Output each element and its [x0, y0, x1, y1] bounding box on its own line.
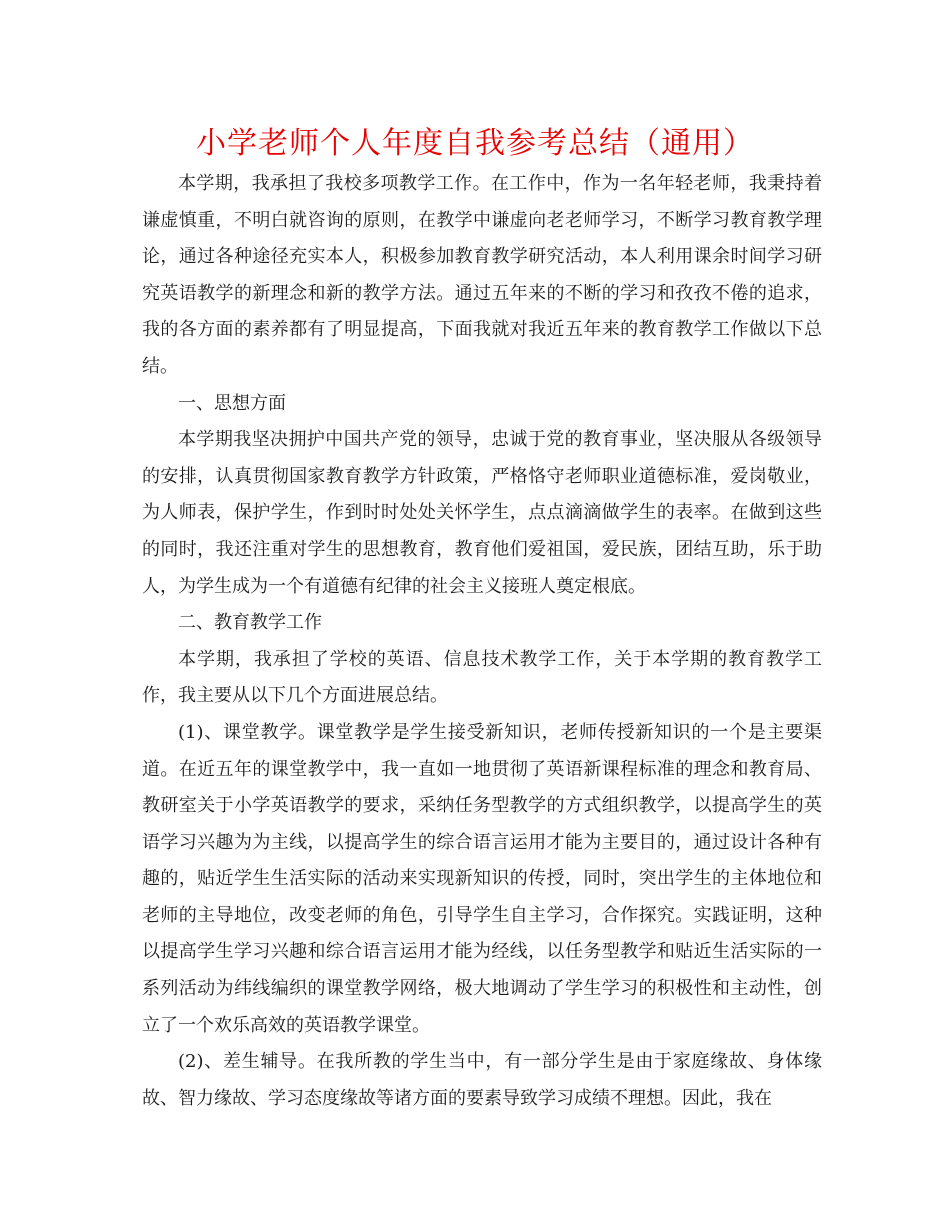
document-body [142, 166, 822, 1117]
teaching-intro-paragraph: 本学期，我承担了学校的英语、信息技术教学工作，关于本学期的教育教学工作，我主要从以下几个方面进展总结。 [142, 648, 822, 707]
student-tutoring-paragraph: (2)、差生辅导。在我所教的学生当中，有一部分学生是由于家庭缘故、身体缘故、智力缘故、学习态度缘故等诸方面的要素导致学习成绩不理想。因此，我在 [142, 1051, 822, 1109]
classroom-teaching-paragraph: (1)、课堂教学。课堂教学是学生接受新知识，老师传授新知识的一个是主要渠道。在近五年的课堂教学中，我一直如一地贯彻了英语新课程标准的理念和教育局、教研室关于小学英语教学的要求，采纳任务型教学的方式组织教学，以提高学生的英语学习兴趣为为主线，以提高学生的综合语言运用才能为主要目的，通过设计各种有趣的，贴近学生生活实际的活动来实现新知识的传授，同时，突出学生的主体地位和老师的主导地位，改变老师的角色，引导学生自主学习，合作探究。实践证明，这种以提高学生学习兴趣和综合语言运用才能为经线，以任务型教学和贴近生活实际的一系列活动为纬线编织的课堂教学网络，极大地调动了学生学习的积极性和主动性，创立了一个欢乐高效的英语教学课堂。 [142, 721, 822, 1036]
intro-paragraph: 本学期，我承担了我校多项教学工作。在工作中，作为一名年轻老师，我秉持着谦虚慎重，不明白就咨询的原则，在教学中谦虚向老老师学习，不断学习教育教学理论，通过各种途径充实本人，积极参加教育教学研究活动，本人利用课余时间学习研究英语教学的新理念和新的教学方法。通过五年来的不断的学习和孜孜不倦的追求，我的各方面的素养都有了明显提高，下面我就对我近五年来的教育教学工作做以下总结。 [142, 173, 822, 377]
section-heading-teaching: 二、教育教学工作 [178, 612, 322, 634]
section-heading-ideology: 一、思想方面 [178, 392, 286, 414]
ideology-paragraph: 本学期我坚决拥护中国共产党的领导，忠诚于党的教育事业，坚决服从各级领导的安排，认真贯彻国家教育教学方针政策，严格恪守老师职业道德标准，爱岗敬业，为人师表，保护学生，作到时时处处关怀学生，点点滴滴做学生的表率。在做到这些的同时，我还注重对学生的思想教育，教育他们爱祖国，爱民族，团结互助，乐于助人，为学生成为一个有道德有纪律的社会主义接班人奠定根底。 [142, 429, 822, 597]
document-title: 小学老师个人年度自我参考总结（通用） [196, 126, 754, 161]
